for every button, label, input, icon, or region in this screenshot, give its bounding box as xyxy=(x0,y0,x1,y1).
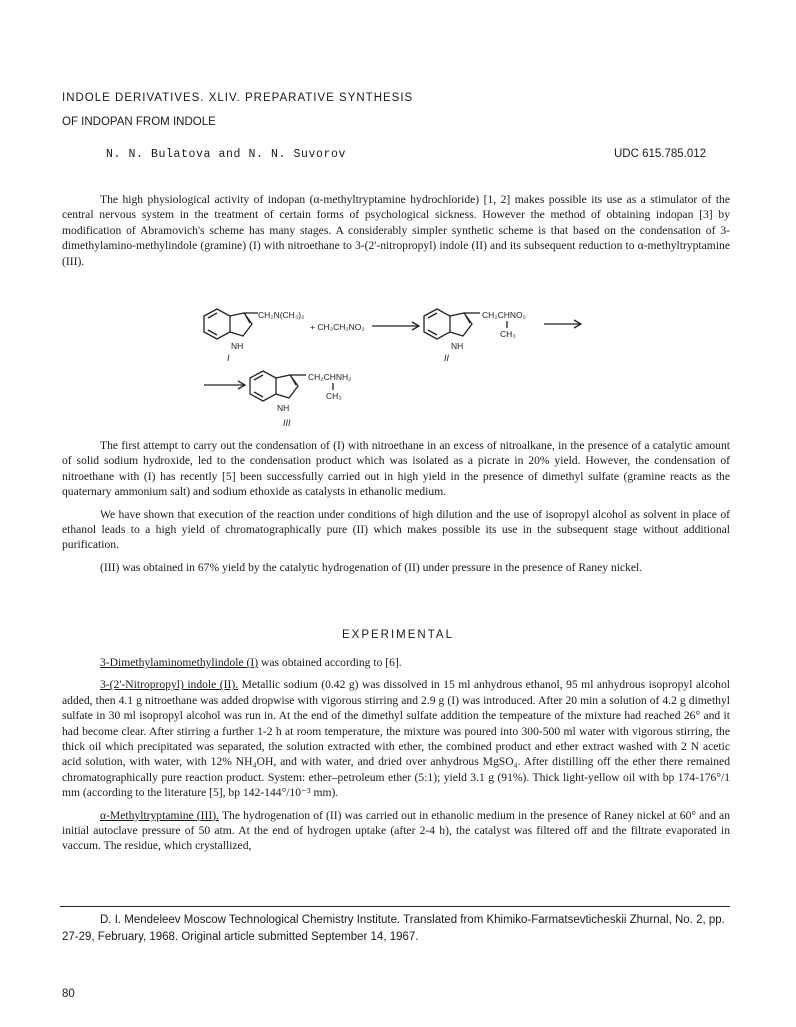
paragraph-text: was obtained according to [6]. xyxy=(258,656,402,669)
compound-title: α-Methyltryptamine (III). xyxy=(100,808,220,822)
page-number: 80 xyxy=(62,988,75,1000)
footnote-divider xyxy=(60,906,730,907)
compound-label-II: II xyxy=(444,353,450,363)
substituent-II-top: CH₂CHNO₂ xyxy=(482,310,526,320)
intro-text: The high physiological activity of indopan (α-methyltryptamine hydrochloride) [1, 2] makes possible its use as a stimulator of the central nervous system in the treatment of certain forms of psychological sickness. However the method of obtaining indopan [3] by modification of Abramovich's scheme has many stages. A considerably simpler synthetic scheme is that based on the condensation of 3-dimethylamino-methylindole (gramine) (I) with nitroethane to 3-(2'-nitropropyl) indole (II) and its subsequent reduction to α-methyltryptamine (III). xyxy=(62,193,730,268)
footnote xyxy=(62,912,730,946)
indole-ring-I xyxy=(204,309,258,339)
paragraph-text: Metallic sodium (0.42 g) was dissolved in 15 ml anhydrous ethanol, 95 ml anhydrous isopropyl alcohol added, then 4.1 g nitroethane was added dropwise with vigorous stirring and 2.9 g (I) was introduced. After 20 min a solution of 4.2 g dimethyl sulfate in 30 ml isopropyl alcohol was run in. At the end of the dimethyl sulfate addition the tempeature of the mixture had reached 26° and it had become clear. After stirring a further 1-2 h at room temperature, the mixture was poured into 300-500 ml water with vigorous stirring, the thick oil which precipitated was separated, the solution extracted with ether, the combined product and ether extract washed with 2 N acetic acid solution, with water, with 12% NH₄OH, and with water, and dried over anhydrous MgSO₄. After distilling off the ether there remained chromatographically pure reaction product. System: ether–petroleum ether (5:1); yield 3.1 g (91%). Thick light-yellow oil with bp 174-176°/1 mm (according to the literature [5], bp 142-144°/10⁻³ mm). xyxy=(62,678,730,800)
article-title-line-2: OF INDOPAN FROM INDOLE xyxy=(62,116,216,128)
discussion xyxy=(62,438,730,575)
paragraph-text: The hydrogenation of (II) was carried out in ethanolic medium in the presence of Raney nickel at 60° and an initial autoclave pressure of 50 atm. At the end of hydrogen uptake (after 2-4 h), the catalyst was filtered off and the filtrate evaporated in vaccum. The residue, which crystallized, xyxy=(62,808,730,853)
nh-label-III: NH xyxy=(277,403,290,413)
paragraph: The first attempt to carry out the condensation of (I) with nitroethane in an excess of nitroalkane, in the presence of a catalytic amount of solid sodium hydroxide, led to the condensation product which was isolated as a picrate in 20% yield. However, the condensation of nitroethane with (I) has recently [5] been successfully carried out in high yield in the presence of dimethyl sulfate (gramine reacts as the quaternary ammonium salt) and sodium ethoxide as catalysts in ethanolic medium. xyxy=(62,439,730,499)
substituent-III-top: CH₂CHNH₂ xyxy=(308,372,352,382)
reagent-nitroethane: + CH₃CH₂NO₂ xyxy=(310,322,365,332)
compound-label-III: III xyxy=(283,418,291,428)
experimental-section xyxy=(62,655,730,854)
footnote-text: D. I. Mendeleev Moscow Technological Chemistry Institute. Translated from Khimiko-Farmatsevticheskii Zhurnal, No. 2, pp. 27-29, February, 1968. Original article submitted September 14, 1967. xyxy=(62,914,725,943)
compound-label-I: I xyxy=(227,353,230,363)
substituent-I: CH₂N(CH₃)₂ xyxy=(258,310,305,320)
experimental-paragraph xyxy=(62,655,730,670)
experimental-paragraph xyxy=(62,808,730,854)
nh-label-I: NH xyxy=(231,341,244,351)
paragraph: (III) was obtained in 67% yield by the catalytic hydrogenation of (II) under pressure in the presence of Raney nickel. xyxy=(100,560,643,574)
compound-title: 3-Dimethylaminomethylindole (I) xyxy=(100,656,259,669)
substituent-II-bottom: CH₃ xyxy=(500,329,516,339)
arrow-2 xyxy=(544,320,581,328)
indole-ring-III xyxy=(250,371,306,401)
article-title-line-1: INDOLE DERIVATIVES. XLIV. PREPARATIVE SYNTHESIS xyxy=(62,92,414,104)
authors: N. N. Bulatova and N. N. Suvorov xyxy=(106,148,347,161)
indole-ring-II xyxy=(424,309,480,339)
nh-label-II: NH xyxy=(451,341,464,351)
compound-title: 3-(2'-Nitropropyl) indole (II). xyxy=(100,678,239,692)
arrow-1 xyxy=(372,322,419,330)
section-heading-experimental: EXPERIMENTAL xyxy=(342,629,454,641)
arrow-3 xyxy=(204,381,245,389)
udc-code: UDC 615.785.012 xyxy=(614,148,707,160)
substituent-III-bottom: CH₃ xyxy=(326,391,342,401)
experimental-paragraph xyxy=(62,677,730,800)
paragraph: We have shown that execution of the reaction under conditions of high dilution and the use of isopropyl alcohol as solvent in place of ethanol leads to a high yield of chromatographically pure (II) which makes possible its use in the subsequent stage without additional purification. xyxy=(62,507,730,552)
